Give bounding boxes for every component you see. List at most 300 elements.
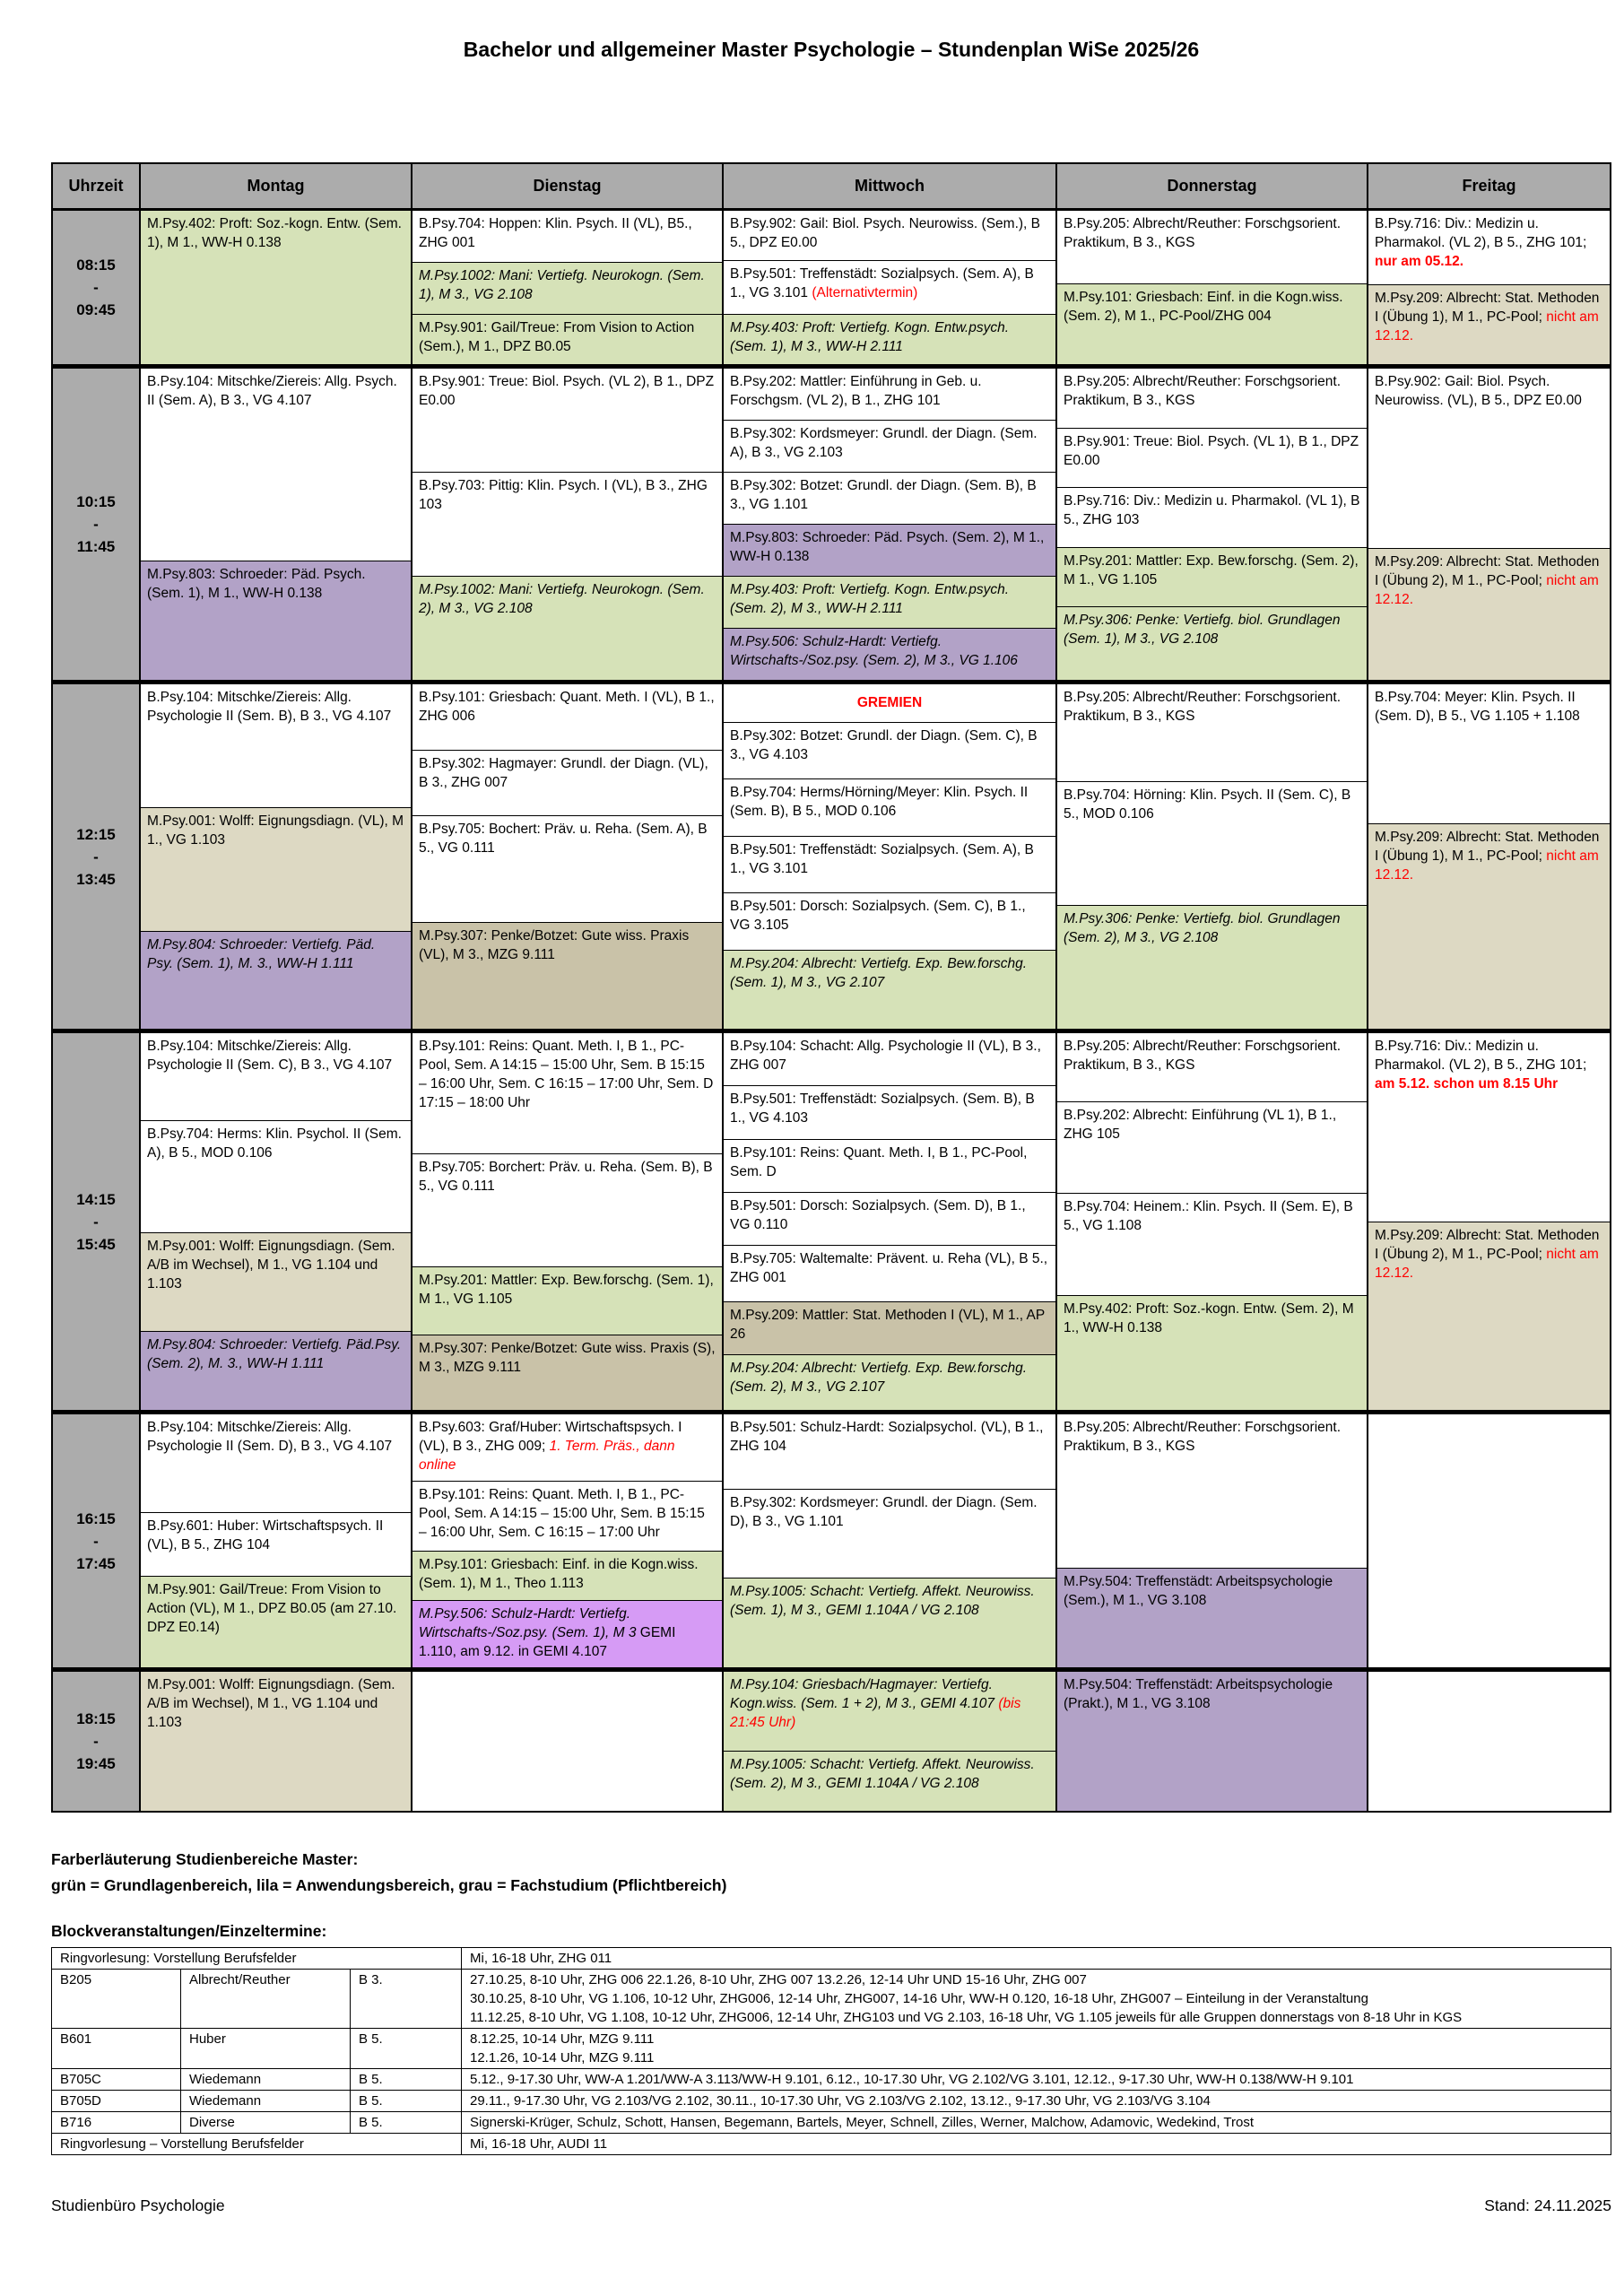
day-cell-montag [139,369,411,680]
block-row-label: Ringvorlesung – Vorstellung Berufsfelder [52,2134,462,2155]
course-entry [413,1414,722,1481]
course-entry [141,561,411,680]
time-text: 15:45 [76,1235,116,1253]
block-details [462,2029,1611,2069]
course-entry [724,1578,1055,1667]
course-text: M.Psy.504: Treffenstädt: Arbeitspsychologie (Sem.), M 1., VG 3.108 [1064,1573,1333,1608]
course-text: B.Psy.101: Reins: Quant. Meth. I, B 1., PC-Pool, Sem. A 14:15 – 15:00 Uhr, Sem. B 15:15 – 16:00 Uhr, Sem. C 16:15 – 17:00 Uhr, Sem. D 17:15 – 18:00 Uhr [419,1039,714,1110]
course-entry [724,892,1055,950]
course-entry [724,314,1055,364]
course-entry [1368,684,1610,823]
course-entry [724,1192,1055,1245]
block-table-row [52,1948,1611,1970]
time-text: 10:15 [76,493,116,510]
course-text: B.Psy.902: Gail: Biol. Psych. Neurowiss. (Sem.), B 5., DPZ E0.00 [730,216,1040,250]
course-text: B.Psy.601: Huber: Wirtschaftspsych. II (VL), B 5., ZHG 104 [147,1518,384,1553]
course-entry [724,576,1055,628]
course-entry [1057,1101,1367,1193]
course-text: M.Psy.403: Proft: Vertiefg. Kogn. Entw.psych. (Sem. 2), M 3., WW-H 2.111 [730,582,1010,616]
course-text: B.Psy.705: Bochert: Präv. u. Reha. (Sem. A), B 5., VG 0.111 [419,822,708,857]
course-entry [141,211,411,364]
course-entry [413,314,722,364]
course-text: M.Psy.201: Mattler: Exp. Bew.forschg. (Sem. 1), M 1., VG 1.105 [419,1272,714,1307]
course-text: M.Psy.504: Treffenstädt: Arbeitspsychologie (Prakt.), M 1., VG 3.108 [1064,1677,1333,1711]
day-cell-mittwoch [722,211,1055,364]
course-entry [1368,1672,1610,1811]
timetable-row [53,1410,1610,1667]
block-table-row [52,2069,1611,2091]
course-entry [724,628,1055,680]
time-slot-label [53,1414,139,1667]
course-entry [724,1751,1055,1812]
course-entry [724,260,1055,313]
column-header-freitag: Freitag [1367,164,1610,208]
course-text: B.Psy.205: Albrecht/Reuther: Forschgsorient. Praktikum, B 3., KGS [1064,216,1342,250]
timetable-row [53,1029,1610,1410]
page [51,0,1611,2215]
day-cell-donnerstag [1055,211,1367,364]
course-entry [724,1139,1055,1192]
course-entry [1368,1033,1610,1222]
course-text: M.Psy.901: Gail/Treue: From Vision to Action (VL), M 1., DPZ B0.05 (am 27.10. DPZ E0.14) [147,1582,397,1636]
course-text: nur am 05.12. [1375,254,1464,269]
course-text: B.Psy.104: Mitschke/Ziereis: Allg. Psych. II (Sem. A), B 3., VG 4.107 [147,374,397,408]
block-lecturer: Albrecht/Reuther [181,1970,351,2029]
course-text: B.Psy.104: Mitschke/Ziereis: Allg. Psychologie II (Sem. C), B 3., VG 4.107 [147,1039,393,1073]
course-text: (bis 21:45 Uhr) [730,1696,1021,1730]
column-header-mittwoch: Mittwoch [722,164,1055,208]
course-entry [1057,428,1367,488]
course-text: B.Psy.101: Reins: Quant. Meth. I, B 1., PC-Pool, Sem. D [730,1144,1028,1179]
course-entry [1057,1033,1367,1101]
course-text: B.Psy.302: Botzet: Grundl. der Diagn. (Sem. C), B 3., VG 4.103 [730,727,1038,762]
course-text: M.Psy.306: Penke: Vertiefg. biol. Grundlagen (Sem. 1), M 3., VG 2.108 [1064,613,1341,647]
time-text: 13:45 [76,870,116,888]
course-text: B.Psy.205: Albrecht/Reuther: Forschgsorient. Praktikum, B 3., KGS [1064,1039,1342,1073]
day-cell-mittwoch [722,684,1055,1029]
course-entry [1057,1193,1367,1296]
course-entry [724,420,1055,472]
block-group: B 3. [351,1970,462,2029]
course-entry [413,211,722,262]
course-text: B.Psy.205: Albrecht/Reuther: Forschgsorient. Praktikum, B 3., KGS [1064,1420,1342,1454]
course-text: M.Psy.1005: Schacht: Vertiefg. Affekt. Neurowiss. (Sem. 1), M 3., GEMI 1.104A / VG 2.108 [730,1584,1035,1619]
course-entry [1057,1414,1367,1568]
course-entry [413,369,722,472]
course-entry [724,684,1055,722]
course-entry [724,1414,1055,1489]
time-text: - [93,516,99,533]
course-text: M.Psy.803: Schroeder: Päd. Psych. (Sem. 2), M 1., WW-H 0.138 [730,530,1045,564]
course-entry [1057,547,1367,607]
time-text: - [93,279,99,296]
time-text: - [93,1733,99,1750]
course-text: M.Psy.804: Schroeder: Vertiefg. Päd.Psy. (Sem. 2), M. 3., WW-H 1.111 [147,1336,402,1371]
course-text: M.Psy.901: Gail/Treue: From Vision to Action (Sem.), M 1., DPZ B0.05 [419,320,695,355]
course-text: B.Psy.704: Herms: Klin. Psychol. II (Sem. A), B 5., MOD 0.106 [147,1126,402,1161]
course-text: M.Psy.1002: Mani: Vertiefg. Neurokogn. (Sem. 2), M 3., VG 2.108 [419,582,705,616]
course-entry [1057,487,1367,547]
time-text: - [93,1532,99,1550]
course-text: B.Psy.104: Schacht: Allg. Psychologie II (VL), B 3., ZHG 007 [730,1039,1041,1073]
block-table-row [52,2134,1611,2155]
course-text: B.Psy.101: Griesbach: Quant. Meth. I (VL), B 1., ZHG 006 [419,690,715,724]
course-text: B.Psy.716: Div.: Medizin u. Pharmakol. (VL 2), B 5., ZHG 101; [1375,216,1587,250]
course-text: M.Psy.204: Albrecht: Vertiefg. Exp. Bew.forschg. (Sem. 2), M 3., VG 2.107 [730,1360,1028,1395]
block-lecturer: Diverse [181,2112,351,2134]
block-details-line: 5.12., 9-17.30 Uhr, WW-A 1.201/WW-A 3.113/WW-H 9.101, 6.12., 10-17.30 Uhr, VG 2.102/VG 3.101, 12.12., 9-17.30 Uhr, WW-H 0.138/WW-H 9.101 [470,2072,1354,2087]
course-text: GREMIEN [856,695,923,711]
course-text: nicht am 12.12. [1375,309,1599,344]
course-entry [1368,1414,1610,1667]
course-entry [141,1576,411,1667]
course-entry [413,815,722,922]
block-details-line: 30.10.25, 8-10 Uhr, VG 1.106, 10-12 Uhr, ZHG006, 12-14 Uhr, ZHG007, 14-16 Uhr, WW-H 0.120, 16-18 Uhr, ZHG007 – Einteilung in der Veranstaltung [470,1991,1368,2006]
course-text: am 5.12. schon um 8.15 Uhr [1375,1076,1559,1091]
block-details [462,2091,1611,2112]
time-text: - [93,848,99,865]
course-text: B.Psy.716: Div.: Medizin u. Pharmakol. (VL 2), B 5., ZHG 101; [1375,1039,1587,1073]
course-text: M.Psy.803: Schroeder: Päd. Psych. (Sem. 1), M 1., WW-H 0.138 [147,567,366,601]
course-text: B.Psy.302: Kordsmeyer: Grundl. der Diagn. (Sem. D), B 3., VG 1.101 [730,1494,1038,1529]
course-entry [724,950,1055,1030]
day-cell-donnerstag [1055,684,1367,1029]
time-text: 12:15 [76,825,116,843]
block-events-table [51,1947,1611,2155]
course-text: M.Psy.402: Proft: Soz.-kogn. Entw. (Sem. 1), M 1., WW-H 0.138 [147,216,402,250]
course-text: M.Psy.101: Griesbach: Einf. in die Kogn.wiss. (Sem. 2), M 1., PC-Pool/ZHG 004 [1064,290,1343,325]
course-entry [413,472,722,576]
column-header-montag: Montag [139,164,411,208]
day-cell-dienstag [411,1033,722,1410]
block-details-line: Signerski-Krüger, Schulz, Schott, Hansen, Begemann, Bartels, Meyer, Schnell, Zilles, Werner, Malchow, Adamovic, Wedekind, Trost [470,2115,1255,2130]
course-entry [1368,284,1610,365]
block-table-row [52,2091,1611,2112]
course-text: B.Psy.501: Dorsch: Sozialpsych. (Sem. C), B 1., VG 3.105 [730,899,1026,933]
course-text: M.Psy.402: Proft: Soz.-kogn. Entw. (Sem. 2), M 1., WW-H 0.138 [1064,1301,1354,1336]
block-details [462,2134,1611,2155]
block-details [462,2112,1611,2134]
column-header-uhrzeit: Uhrzeit [68,177,124,195]
block-details-line: Mi, 16-18 Uhr, AUDI 11 [470,2136,608,2152]
time-slot-label [53,684,139,1029]
course-text: B.Psy.603: Graf/Huber: Wirtschaftspsych. I (VL), B 3., ZHG 009; [419,1420,682,1454]
time-slot-label [53,211,139,364]
block-row-label: Ringvorlesung: Vorstellung Berufsfelder [52,1948,462,1970]
course-text: nicht am 12.12. [1375,573,1599,607]
course-entry [724,722,1055,779]
block-details [462,2069,1611,2091]
day-cell-donnerstag [1055,1033,1367,1410]
block-lecturer: Wiedemann [181,2091,351,2112]
day-cell-dienstag [411,211,722,364]
course-text: B.Psy.704: Herms/Hörning/Meyer: Klin. Psych. II (Sem. B), B 5., MOD 0.106 [730,785,1029,819]
course-text: 1. Term. Präs., dann online [419,1439,675,1473]
block-details-line: 27.10.25, 8-10 Uhr, ZHG 006 22.1.26, 8-10 Uhr, ZHG 007 13.2.26, 12-14 Uhr UND 15-16 Uhr, ZHG 007 [470,1972,1087,1987]
time-text: - [93,1213,99,1231]
column-header-dienstag: Dienstag [411,164,722,208]
course-text: B.Psy.901: Treue: Biol. Psych. (VL 1), B 1., DPZ E0.00 [1064,433,1359,468]
course-text: M.Psy.209: Mattler: Stat. Methoden I (VL), M 1., AP 26 [730,1307,1045,1342]
timetable-row [53,211,1610,364]
block-details-line: 12.1.26, 10-14 Uhr, MZG 9.111 [470,2050,655,2066]
course-text: B.Psy.705: Waltemalte: Prävent. u. Reha (VL), B 5., ZHG 001 [730,1251,1048,1286]
course-text: B.Psy.704: Hörning: Klin. Psych. II (Sem. C), B 5., MOD 0.106 [1064,787,1351,822]
block-group: B 5. [351,2069,462,2091]
course-entry [1057,369,1367,428]
course-entry [413,1266,722,1335]
course-text: B.Psy.501: Treffenstädt: Sozialpsych. (Sem. B), B 1., VG 4.103 [730,1091,1035,1126]
course-entry [1057,781,1367,905]
block-code: B705C [52,2069,181,2091]
block-code: B601 [52,2029,181,2069]
course-text: B.Psy.302: Hagmayer: Grundl. der Diagn. (VL), B 3., ZHG 007 [419,755,708,790]
course-text: M.Psy.307: Penke/Botzet: Gute wiss. Praxis (VL), M 3., MZG 9.111 [419,928,690,963]
course-text: B.Psy.104: Mitschke/Ziereis: Allg. Psychologie II (Sem. B), B 3., VG 4.107 [147,690,392,724]
page-title: Bachelor und allgemeiner Master Psychologie – Stundenplan WiSe 2025/26 [463,38,1200,61]
block-table-row [52,2112,1611,2134]
day-cell-freitag [1367,211,1610,364]
block-code: B205 [52,1970,181,2029]
course-text: M.Psy.1002: Mani: Vertiefg. Neurokogn. (Sem. 1), M 3., VG 2.108 [419,268,705,303]
day-cell-mittwoch [722,1033,1055,1410]
block-details [462,1948,1611,1970]
course-entry [141,1120,411,1233]
course-entry [1057,905,1367,1029]
course-entry [1057,684,1367,781]
course-text: B.Psy.501: Treffenstädt: Sozialpsych. (Sem. A), B 1., VG 3.101 [730,841,1034,876]
course-entry [141,807,411,931]
time-slot-label [53,1672,139,1811]
course-entry [141,684,411,807]
block-lecturer: Huber [181,2029,351,2069]
day-cell-donnerstag [1055,1414,1367,1667]
course-text: M.Psy.506: Schulz-Hardt: Vertiefg. Wirtschafts-/Soz.psy. (Sem. 2), M 3., VG 1.106 [730,634,1018,668]
legend [51,1847,1611,1899]
course-entry [724,1672,1055,1751]
day-cell-mittwoch [722,1414,1055,1667]
course-entry [141,931,411,1029]
course-text: B.Psy.205: Albrecht/Reuther: Forschgsorient. Praktikum, B 3., KGS [1064,374,1342,408]
course-text: M.Psy.104: Griesbach/Hagmayer: Vertiefg. Kogn.wiss. (Sem. 1 + 2), M 3., GEMI 4.107 [730,1677,999,1711]
course-text: B.Psy.302: Botzet: Grundl. der Diagn. (Sem. B), B 3., VG 1.101 [730,478,1037,512]
course-entry [141,1033,411,1120]
day-cell-dienstag [411,1414,722,1667]
course-entry [1057,211,1367,283]
course-text: M.Psy.001: Wolff: Eignungsdiagn. (VL), M 1., VG 1.103 [147,813,404,848]
course-entry [413,922,722,1029]
course-entry [413,1551,722,1599]
course-entry [413,1672,722,1811]
course-text: B.Psy.104: Mitschke/Ziereis: Allg. Psychologie II (Sem. D), B 3., VG 4.107 [147,1420,393,1454]
course-text: M.Psy.209: Albrecht: Stat. Methoden I (Übung 2), M 1., PC-Pool; [1375,554,1600,588]
course-entry [1057,1295,1367,1410]
course-text: B.Psy.704: Heinem.: Klin. Psych. II (Sem. E), B 5., VG 1.108 [1064,1198,1353,1233]
course-text: nicht am 12.12. [1375,848,1599,883]
block-group: B 5. [351,2112,462,2134]
course-entry [724,369,1055,420]
course-text: M.Psy.209: Albrecht: Stat. Methoden I (Übung 1), M 1., PC-Pool; [1375,290,1600,325]
day-cell-dienstag [411,369,722,680]
time-text: 11:45 [76,538,116,555]
day-cell-dienstag [411,684,722,1029]
footer-left: Studienbüro Psychologie [51,2196,225,2214]
course-text: B.Psy.302: Kordsmeyer: Grundl. der Diagn. (Sem. A), B 3., VG 2.103 [730,426,1038,460]
course-entry [724,1354,1055,1410]
time-text: 16:15 [76,1509,116,1527]
timetable-header-row [53,164,1610,211]
course-entry [724,1301,1055,1354]
footer-right: Stand: 24.11.2025 [1484,2196,1611,2214]
course-entry [724,211,1055,260]
course-entry [1368,823,1610,1029]
course-text: B.Psy.501: Schulz-Hardt: Sozialpsychol. (VL), B 1., ZHG 104 [730,1420,1044,1454]
course-text: (Alternativtermin) [812,285,918,301]
day-cell-dienstag [411,1672,722,1811]
course-entry [724,1245,1055,1300]
day-cell-montag [139,211,411,364]
day-cell-mittwoch [722,369,1055,680]
course-text: GEMI 1.110, am 9.12. in GEMI 4.107 [419,1624,676,1659]
block-code: B716 [52,2112,181,2134]
course-entry [724,524,1055,576]
course-text: B.Psy.902: Gail: Biol. Psych. Neurowiss. (VL), B 5., DPZ E0.00 [1375,374,1582,408]
course-text: B.Psy.705: Borchert: Präv. u. Reha. (Sem. B), B 5., VG 0.111 [419,1159,713,1194]
time-text: 14:15 [76,1190,116,1208]
course-text: B.Psy.202: Albrecht: Einführung (VL 1), B 1., ZHG 105 [1064,1107,1337,1142]
footer [51,2196,1611,2215]
course-text: B.Psy.716: Div.: Medizin u. Pharmakol. (VL 1), B 5., ZHG 103 [1064,493,1360,527]
block-details-line: 8.12.25, 10-14 Uhr, MZG 9.111 [470,2031,655,2047]
course-text: B.Psy.703: Pittig: Klin. Psych. I (VL), B 3., ZHG 103 [419,478,708,512]
course-entry [724,1033,1055,1085]
legend-heading: Farberläuterung Studienbereiche Master: [51,1850,359,1868]
course-text: M.Psy.403: Proft: Vertiefg. Kogn. Entw.psych. (Sem. 1), M 3., WW-H 2.111 [730,319,1010,354]
course-entry [413,684,722,750]
day-cell-montag [139,684,411,1029]
course-text: B.Psy.101: Reins: Quant. Meth. I, B 1., PC-Pool, Sem. A 14:15 – 15:00 Uhr, Sem. B 15:15 – 16:00 Uhr, Sem. C 16:15 – 17:00 Uhr [419,1487,705,1541]
course-entry [141,1331,411,1410]
block-lecturer: Wiedemann [181,2069,351,2091]
block-code: B705D [52,2091,181,2112]
course-entry [141,1232,411,1330]
course-entry [1368,369,1610,548]
course-text: B.Psy.501: Dorsch: Sozialpsych. (Sem. D), B 1., VG 0.110 [730,1198,1026,1233]
course-entry [141,1414,411,1512]
course-entry [413,576,722,680]
time-text: 19:45 [76,1755,116,1772]
course-text: M.Psy.209: Albrecht: Stat. Methoden I (Übung 1), M 1., PC-Pool; [1375,829,1600,864]
time-text: 18:15 [76,1710,116,1727]
course-entry [141,1512,411,1576]
course-entry [413,1481,722,1551]
course-text: nicht am 12.12. [1375,1246,1599,1281]
course-entry [413,1153,722,1266]
course-entry [1368,548,1610,680]
course-text: M.Psy.506: Schulz-Hardt: Vertiefg. Wirtschafts-/Soz.psy. (Sem. 1), M 3 [419,1605,640,1640]
block-details-line: Mi, 16-18 Uhr, ZHG 011 [470,1951,612,1966]
course-entry [413,750,722,816]
time-slot-label [53,369,139,680]
time-text: 09:45 [76,301,116,318]
day-cell-donnerstag [1055,1672,1367,1811]
block-table-row [52,1970,1611,2029]
block-table-row [52,2029,1611,2069]
course-text: B.Psy.501: Treffenstädt: Sozialpsych. (Sem. A), B 1., VG 3.101 [730,266,1034,301]
day-cell-montag [139,1033,411,1410]
course-entry [1057,283,1367,364]
course-text: M.Psy.204: Albrecht: Vertiefg. Exp. Bew.forschg. (Sem. 1), M 3., VG 2.107 [730,955,1028,990]
course-text: B.Psy.205: Albrecht/Reuther: Forschgsorient. Praktikum, B 3., KGS [1064,690,1342,724]
course-entry [724,1085,1055,1138]
course-text: M.Psy.804: Schroeder: Vertiefg. Päd. Psy. (Sem. 1), M. 3., WW-H 1.111 [147,937,376,971]
timetable-row [53,1667,1610,1811]
course-entry [1057,1568,1367,1667]
course-entry [1368,1222,1610,1411]
course-text: M.Psy.306: Penke: Vertiefg. biol. Grundlagen (Sem. 2), M 3., VG 2.108 [1064,911,1341,945]
timetable-row [53,680,1610,1029]
day-cell-donnerstag [1055,369,1367,680]
day-cell-freitag [1367,1414,1610,1667]
block-details-line: 29.11., 9-17.30 Uhr, VG 2.103/VG 2.102, 30.11., 10-17.30 Uhr, VG 2.103/VG 2.102, 13.12., 9-17.30 Uhr, VG 2.103/VG 3.104 [470,2093,1211,2109]
timetable-row [53,364,1610,680]
course-entry [141,369,411,561]
legend-text: grün = Grundlagenbereich, lila = Anwendungsbereich, grau = Fachstudium (Pflichtbereich) [51,1876,727,1894]
course-text: B.Psy.704: Hoppen: Klin. Psych. II (VL), B5., ZHG 001 [419,216,692,250]
course-text: B.Psy.704: Meyer: Klin. Psych. II (Sem. D), B 5., VG 1.105 + 1.108 [1375,690,1580,724]
course-entry [413,1335,722,1410]
course-text: M.Psy.201: Mattler: Exp. Bew.forschg. (Sem. 2), M 1., VG 1.105 [1064,552,1359,587]
course-entry [1057,606,1367,680]
time-slot-label [53,1033,139,1410]
course-text: M.Psy.1005: Schacht: Vertiefg. Affekt. Neurowiss. (Sem. 2), M 3., GEMI 1.104A / VG 2.108 [730,1756,1035,1791]
block-details [462,1970,1611,2029]
course-text: M.Psy.307: Penke/Botzet: Gute wiss. Praxis (S), M 3., MZG 9.111 [419,1340,716,1375]
course-text: M.Psy.101: Griesbach: Einf. in die Kogn.wiss. (Sem. 1), M 1., Theo 1.113 [419,1557,699,1592]
course-text: M.Psy.001: Wolff: Eignungsdiagn. (Sem. A/B im Wechsel), M 1., VG 1.104 und 1.103 [147,1239,395,1292]
course-entry [413,262,722,314]
time-text: 17:45 [76,1554,116,1572]
time-text: 08:15 [76,257,116,274]
block-details-line: 11.12.25, 8-10 Uhr, VG 1.108, 10-12 Uhr, ZHG006, 12-14 Uhr, ZHG103 und VG 2.103, 16-18 Uhr, VG 1.105 jeweils für alle Gruppen donnerstags von 8-18 Uhr in KGS [470,2010,1463,2025]
course-entry [1057,1672,1367,1811]
course-entry [413,1600,722,1667]
day-cell-mittwoch [722,1672,1055,1811]
course-text: M.Psy.209: Albrecht: Stat. Methoden I (Übung 2), M 1., PC-Pool; [1375,1227,1600,1262]
course-entry [413,1033,722,1153]
day-cell-freitag [1367,684,1610,1029]
course-entry [141,1672,411,1811]
block-group: B 5. [351,2091,462,2112]
course-entry [1368,211,1610,284]
day-cell-freitag [1367,1672,1610,1811]
course-entry [724,1489,1055,1578]
block-section-heading: Blockveranstaltungen/Einzeltermine: [51,1922,327,1940]
course-entry [724,472,1055,524]
course-text: M.Psy.001: Wolff: Eignungsdiagn. (Sem. A/B im Wechsel), M 1., VG 1.104 und 1.103 [147,1677,395,1730]
course-text: B.Psy.901: Treue: Biol. Psych. (VL 2), B 1., DPZ E0.00 [419,374,715,408]
course-text: B.Psy.202: Mattler: Einführung in Geb. u. Forschgsm. (VL 2), B 1., ZHG 101 [730,374,982,408]
day-cell-montag [139,1414,411,1667]
course-entry [724,778,1055,836]
timetable [51,162,1611,1813]
day-cell-montag [139,1672,411,1811]
course-entry [724,836,1055,893]
block-group: B 5. [351,2029,462,2069]
day-cell-freitag [1367,369,1610,680]
column-header-donnerstag: Donnerstag [1055,164,1367,208]
day-cell-freitag [1367,1033,1610,1410]
